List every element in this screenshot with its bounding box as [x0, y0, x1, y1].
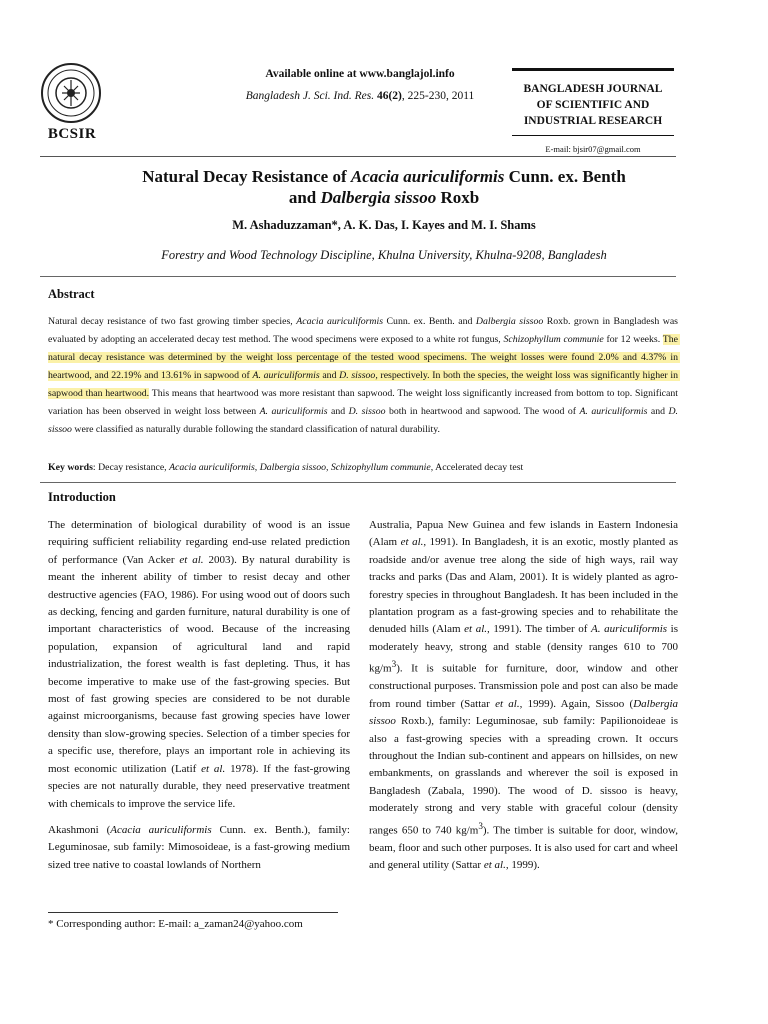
header-divider: [40, 156, 676, 157]
bcsir-seal-icon: [40, 62, 102, 124]
footnote-divider: [48, 912, 338, 913]
paragraph: Akashmoni (Acacia auriculiformis Cunn. ex. Benth.), family: Leguminosae, sub family: Mimosoideae, is a fast-growing medium sized tree native to coastal lowlands of Northern: [48, 823, 353, 871]
highlighted-text: The natural decay resistance was determined by the weight loss percentage of the tested wood specimens. The weight losses were found 2.0% and 4.37% in heartwood, and 22.19% and 13.61% in sapwood of A. auriculiformis and D. sissoo, respectively. In both the species, the weight loss was significantly higher in sapwood than heartwood.: [48, 334, 681, 399]
journal-name-box: BANGLADESH JOURNAL OF SCIENTIFIC AND INDUSTRIAL RESEARCH: [512, 68, 674, 136]
paragraph: Australia, Papua New Guinea and few islands in Eastern Indonesia (Alam et al., 1991). In Bangladesh, it is an exotic, mostly planted as roadside and/or avenue tree along the side of high ways, rail way tracks and parks (Das and Alam, 2001). It is widely planted as agro-forestry species in throughout Bangladesh. It has been included in the plantation program as a fast-growing species and to rehabilitate the denuded hills (Alam et al., 1991). The timber of A. auriculiformis is moderately heavy, strong and stable (density ranges 610 to 700 $kg/m^3$). It is suitable for furniture, door, window and other constructional purposes. Transmission pole and post can also be made from round timber (Sattar et al., 1999). Again, Sissoo (Dalbergia sissoo Roxb.), family: Leguminosae, sub family: Papilionoideae is also a fast-growing species with a spreading crown. It occurs throughout the Indian sub-continent and appears on hillsides, on new embankments, on grasslands and wherever the soil is exposed in Bangladesh (Zabala, 1990). The wood of D. sissoo is heavy, moderately strong and very stable with graceful colour (density ranges 650 to 740 $kg/m^3$). The timber is suitable for door, window, beam, floor and such other purposes. It is also used for cart and wheel and general utility (Sattar et al., 1999).: [369, 519, 681, 872]
author-list: M. Ashaduzzaman*, A. K. Das, I. Kayes and M. I. Shams: [232, 218, 536, 232]
footnote: * Corresponding author: E-mail: a_zaman24@yahoo.com: [48, 918, 303, 930]
article-title: Natural Decay Resistance of Acacia auriculiformis Cunn. ex. Benth and Dalbergia sissoo Roxb: [142, 167, 626, 207]
keywords: Key words: Decay resistance, Acacia auriculiformis, Dalbergia sissoo, Schizophyllum communie, Accelerated decay test: [48, 462, 524, 473]
abstract-text: Natural decay resistance of two fast growing timber species, Acacia auriculiformis Cunn. ex. Benth. and Dalbergia sissoo Roxb. grown in Bangladesh was evaluated by adopting an accelerated decay test method. The wood specimens were exposed to a white rot fungus, Schizophyllum communie for 12 weeks. The natural decay resistance was determined by the weight loss percentage of the tested wood specimens. The weight losses were found 2.0% and 4.37% in heartwood, and 22.19% and 13.61% in sapwood of A. auriculiformis and D. sissoo, respectively. In both the species, the weight loss was significantly higher in sapwood than heartwood. This means that heartwood was more resistant than sapwood. The weight loss significantly increased from bottom to top. Significant variation has been observed in weight loss between A. auriculiformis and D. sissoo both in heartwood and sapwood. The wood of A. auriculiformis and D. sissoo were classified as naturally durable following the standard classification of natural durability.: [48, 316, 681, 435]
abstract-heading: Abstract: [48, 287, 95, 301]
introduction-heading: Introduction: [48, 490, 116, 504]
right-column: [369, 517, 681, 883]
paragraph: The determination of biological durability of wood is an issue requiring sufficient reliability regarding end-use related prediction of performance (Van Acker et al. 2003). By natural durability is meant the inherent ability of timber to resist decay and other destructive agencies (FAO, 1986). For using wood out of doors such as decking, fencing and garden furniture, natural durability is one of important characteristics of wood. Because of the increasing population, expansion of agricultural land and rapid industrialization, the forest wealth is fast depleting. Thus, it has become imperative to make use of the fast-growing species. But most of fast growing species are considered to be not durable against microorganisms, because fast growing species have lower density than slow-growing species. Selection of a timber species for a specific use, therefore, plays an important role in achieving its most economic utilization (Latif et al. 1978). If the fast-growing species are not naturally durable, they need preservative treatment with chemicals to improve the service life.: [48, 519, 353, 810]
bcsir-logo-text: BCSIR: [47, 126, 97, 142]
divider: [40, 276, 676, 277]
divider: [40, 482, 676, 483]
affiliation: Forestry and Wood Technology Discipline, Khulna University, Khulna-9208, Bangladesh: [161, 248, 607, 262]
available-online: Available online at www.banglajol.info: [265, 68, 455, 80]
left-column: [48, 517, 353, 883]
journal-citation: Bangladesh J. Sci. Ind. Res. 46(2), 225-230, 2011: [245, 90, 475, 102]
journal-email: E-mail: bjsir07@gmail.com: [545, 144, 641, 154]
